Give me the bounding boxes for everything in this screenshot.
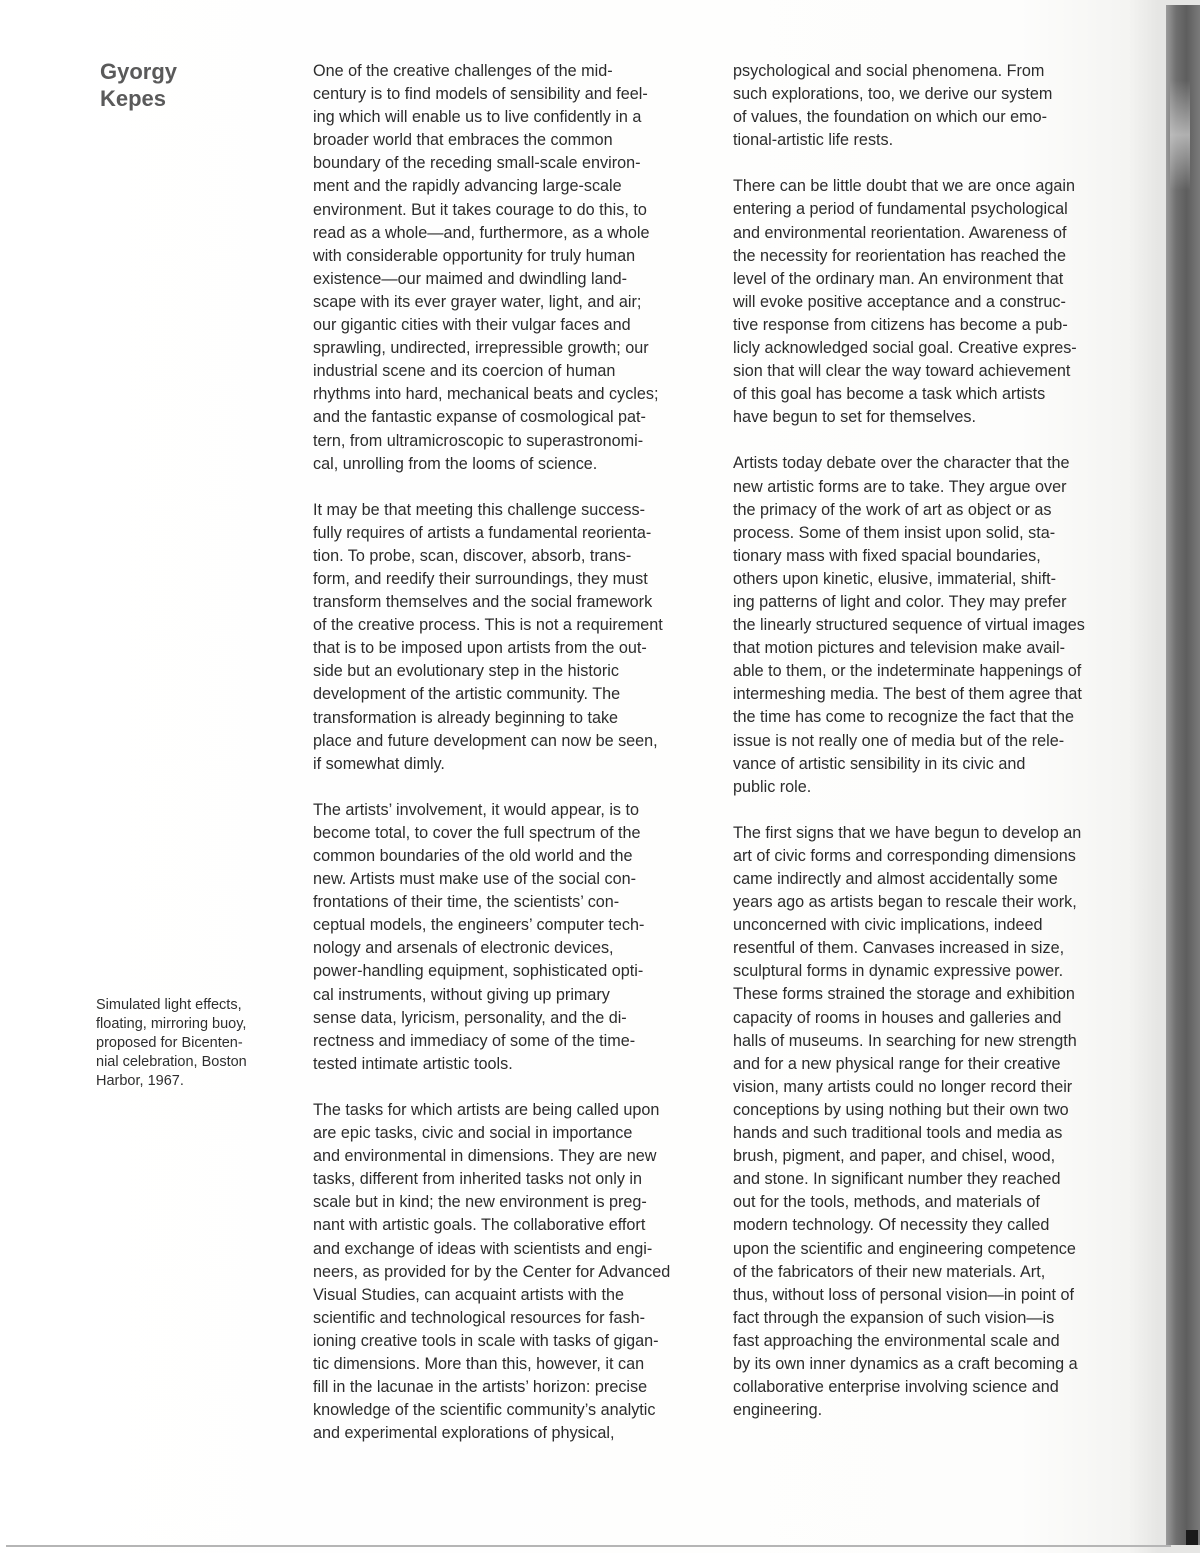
text-line: frontations of their time, the scientists’ con- <box>313 893 620 912</box>
text-line: tive response from citizens has become a pub- <box>733 315 1068 334</box>
text-line: the primacy of the work of art as object or as <box>733 500 1052 519</box>
text-line: tasks, different from inherited tasks not only in <box>313 1170 643 1189</box>
text-line: common boundaries of the old world and the <box>313 847 633 865</box>
text-line: conceptions by using nothing but their own two <box>733 1100 1069 1119</box>
text-line: of this goal has become a task which artists <box>733 385 1046 404</box>
text-line: of the creative process. This is not a requirement <box>313 616 663 635</box>
text-line: scientific and technological resources for fash- <box>313 1308 646 1327</box>
text-line: new. Artists must make use of the social con- <box>313 870 636 889</box>
text-line: the time has come to recognize the fact that the <box>733 708 1075 727</box>
text-line: of values, the foundation on which our emo- <box>733 108 1048 127</box>
text-line: It may be that meeting this challenge success- <box>313 500 646 519</box>
body-paragraph <box>733 60 1153 152</box>
text-line: place and future development can now be seen, <box>313 731 658 750</box>
text-line: The first signs that we have begun to develop an <box>733 823 1082 842</box>
text-line: modern technology. Of necessity they called <box>733 1216 1050 1235</box>
text-line: that motion pictures and television make avail- <box>733 639 1066 658</box>
text-line: that is to be imposed upon artists from the out- <box>313 639 647 658</box>
text-line: Artists today debate over the character that the <box>733 454 1070 473</box>
text-line: nology and arsenals of electronic devices, <box>313 939 614 958</box>
text-line: Visual Studies, can acquaint artists with the <box>313 1285 625 1304</box>
body-paragraph <box>733 175 1153 429</box>
text-line: hands and such traditional tools and media as <box>733 1124 1063 1143</box>
text-line: development of the artistic community. The <box>313 685 621 704</box>
text-line: collaborative enterprise involving science and <box>733 1378 1059 1397</box>
text-line: fill in the lacunae in the artists’ horizon: precise <box>313 1378 648 1397</box>
text-line: environment. But it takes courage to do this, to <box>313 200 647 219</box>
text-line: and the fantastic expanse of cosmological pat- <box>313 408 646 427</box>
text-line: are epic tasks, civic and social in importance <box>313 1124 633 1143</box>
text-line: read as a whole—and, furthermore, as a whole <box>313 223 650 242</box>
text-line: able to them, or the indeterminate happenings of <box>733 662 1082 681</box>
body-paragraph <box>313 1099 733 1445</box>
text-line: brush, pigment, and paper, and chisel, wood, <box>733 1147 1056 1166</box>
text-line: sprawling, undirected, irrepressible growth; our <box>313 339 649 358</box>
text-line: There can be little doubt that we are once again <box>733 177 1075 196</box>
text-line: public role. <box>733 777 812 796</box>
text-line: intermeshing media. The best of them agree that <box>733 685 1082 704</box>
body-paragraph <box>313 60 733 476</box>
text-line: The artists’ involvement, it would appear, is to <box>313 800 640 819</box>
spine-highlight <box>1170 80 1190 190</box>
caption-line: proposed for Bicenten- <box>96 1035 243 1051</box>
text-line: ment and the rapidly advancing large-scale <box>313 177 622 196</box>
text-line: and for a new physical range for their creative <box>733 1054 1061 1073</box>
text-line: ing patterns of light and color. They may prefer <box>733 592 1067 611</box>
text-line: and experimental explorations of physical, <box>313 1424 615 1443</box>
body-paragraph <box>733 822 1153 1422</box>
text-line: such explorations, too, we derive our system <box>733 85 1053 104</box>
text-line: and environmental reorientation. Awareness of <box>733 223 1067 242</box>
text-line: industrial scene and its coercion of human <box>313 362 616 381</box>
text-line: sense data, lyricism, personality, and the di- <box>313 1008 627 1027</box>
text-line: sculptural forms in dynamic expressive power. <box>733 962 1064 981</box>
body-paragraph <box>733 452 1153 798</box>
text-line: power-handling equipment, sophisticated opti- <box>313 962 644 981</box>
text-line: transformation is already beginning to take <box>313 708 619 727</box>
text-line: others upon kinetic, elusive, immaterial, shift- <box>733 569 1056 588</box>
text-line: process. Some of them insist upon solid, sta- <box>733 523 1056 542</box>
text-line: tic dimensions. More than this, however, it can <box>313 1354 645 1373</box>
text-line: cal, unrolling from the looms of science. <box>313 454 598 473</box>
page-bottom-edge <box>6 1545 1171 1547</box>
text-line: fully requires of artists a fundamental reorienta- <box>313 523 652 542</box>
text-line: the necessity for reorientation has reached the <box>733 246 1066 265</box>
text-line: art of civic forms and corresponding dimensions <box>733 846 1076 865</box>
text-line: fact through the expansion of such vision—is <box>733 1308 1055 1327</box>
text-line: tional-artistic life rests. <box>733 131 894 150</box>
text-line: resentful of them. Canvases increased in size, <box>733 939 1065 958</box>
text-line: rhythms into hard, mechanical beats and cycles; <box>313 385 659 404</box>
text-line: become total, to cover the full spectrum of the <box>313 823 641 842</box>
text-line: by its own inner dynamics as a craft becoming a <box>733 1354 1078 1373</box>
text-line: have begun to set for themselves. <box>733 408 976 427</box>
text-line: and exchange of ideas with scientists and engi- <box>313 1239 653 1258</box>
caption-line: floating, mirroring buoy, <box>96 1016 247 1032</box>
text-line: neers, as provided for by the Center for Advanced <box>313 1262 671 1281</box>
figure-caption <box>96 996 286 1091</box>
text-line: issue is not really one of media but of the rele- <box>733 731 1065 750</box>
author-last-name: Kepes <box>100 86 167 111</box>
text-line: One of the creative challenges of the mid- <box>313 62 613 80</box>
text-line: knowledge of the scientific community’s analytic <box>313 1401 656 1420</box>
caption-line: nial celebration, Boston <box>96 1054 247 1070</box>
text-column-left <box>313 60 733 1468</box>
text-line: broader world that embraces the common <box>313 131 613 150</box>
text-line: years ago as artists began to rescale their work, <box>733 893 1077 912</box>
text-line: came indirectly and almost accidentally some <box>733 870 1058 888</box>
author-first-name: Gyorgy <box>100 59 178 84</box>
text-line: vance of artistic sensibility in its civic and <box>733 754 1026 773</box>
text-line: fast approaching the environmental scale and <box>733 1331 1060 1350</box>
text-line: vision, many artists could no longer record their <box>733 1077 1073 1096</box>
text-line: entering a period of fundamental psychological <box>733 200 1068 219</box>
text-line: tion. To probe, scan, discover, absorb, trans- <box>313 546 632 565</box>
text-line: transform themselves and the social framework <box>313 593 653 612</box>
spine-tab <box>1186 1530 1198 1545</box>
text-line: upon the scientific and engineering competence <box>733 1239 1076 1258</box>
text-line: licly acknowledged social goal. Creative expres- <box>733 339 1077 358</box>
text-line: century is to find models of sensibility and feel- <box>313 85 648 104</box>
text-line: boundary of the receding small-scale environ- <box>313 154 641 173</box>
body-paragraph <box>313 499 733 776</box>
text-line: with considerable opportunity for truly human <box>313 246 636 265</box>
text-line: will evoke positive acceptance and a construc- <box>733 292 1066 311</box>
text-line: cal instruments, without giving up primary <box>313 985 610 1004</box>
text-line: halls of museums. In searching for new strength <box>733 1031 1077 1050</box>
text-line: the linearly structured sequence of virtual images <box>733 616 1085 635</box>
text-line: tern, from ultramicroscopic to superastronomi- <box>313 431 644 450</box>
text-line: engineering. <box>733 1401 823 1420</box>
text-line: out for the tools, methods, and materials of <box>733 1193 1040 1212</box>
text-line: thus, without loss of personal vision—in point of <box>733 1285 1075 1304</box>
text-line: tionary mass with fixed spacial boundaries, <box>733 546 1041 565</box>
text-line: existence—our maimed and dwindling land- <box>313 269 628 288</box>
text-line: ioning creative tools in scale with tasks of gigan- <box>313 1331 659 1350</box>
text-line: of the fabricators of their new materials. Art, <box>733 1262 1046 1281</box>
body-paragraph <box>313 799 733 1076</box>
text-line: sion that will clear the way toward achievement <box>733 362 1071 381</box>
text-line: new artistic forms are to take. They argue over <box>733 477 1067 496</box>
text-line: side but an evolutionary step in the historic <box>313 662 619 681</box>
text-line: ing which will enable us to live confidently in a <box>313 108 642 127</box>
caption-line: Simulated light effects, <box>96 997 242 1013</box>
text-line: ceptual models, the engineers’ computer tech- <box>313 916 645 935</box>
author-heading <box>100 58 177 112</box>
text-line: our gigantic cities with their vulgar faces and <box>313 316 631 335</box>
text-line: level of the ordinary man. An environment that <box>733 269 1064 288</box>
text-line: psychological and social phenomena. From <box>733 62 1045 80</box>
text-column-right <box>733 60 1153 1445</box>
text-line: tested intimate artistic tools. <box>313 1054 513 1073</box>
text-line: These forms strained the storage and exhibition <box>733 985 1075 1004</box>
text-line: form, and reedify their surroundings, they must <box>313 569 648 588</box>
text-line: nant with artistic goals. The collaborative effort <box>313 1216 646 1235</box>
text-line: and environmental in dimensions. They are new <box>313 1147 657 1166</box>
text-line: scale but in kind; the new environment is preg- <box>313 1193 647 1212</box>
text-line: The tasks for which artists are being called upon <box>313 1100 660 1119</box>
text-line: and stone. In significant number they reached <box>733 1170 1061 1189</box>
book-spine-shadow <box>1166 5 1200 1545</box>
caption-line: Harbor, 1967. <box>96 1073 184 1089</box>
text-line: unconcerned with civic implications, indeed <box>733 916 1043 935</box>
text-line: capacity of rooms in houses and galleries and <box>733 1008 1062 1027</box>
text-line: rectness and immediacy of some of the time- <box>313 1031 636 1050</box>
text-line: scape with its ever grayer water, light, and air; <box>313 292 642 311</box>
text-line: if somewhat dimly. <box>313 754 445 773</box>
